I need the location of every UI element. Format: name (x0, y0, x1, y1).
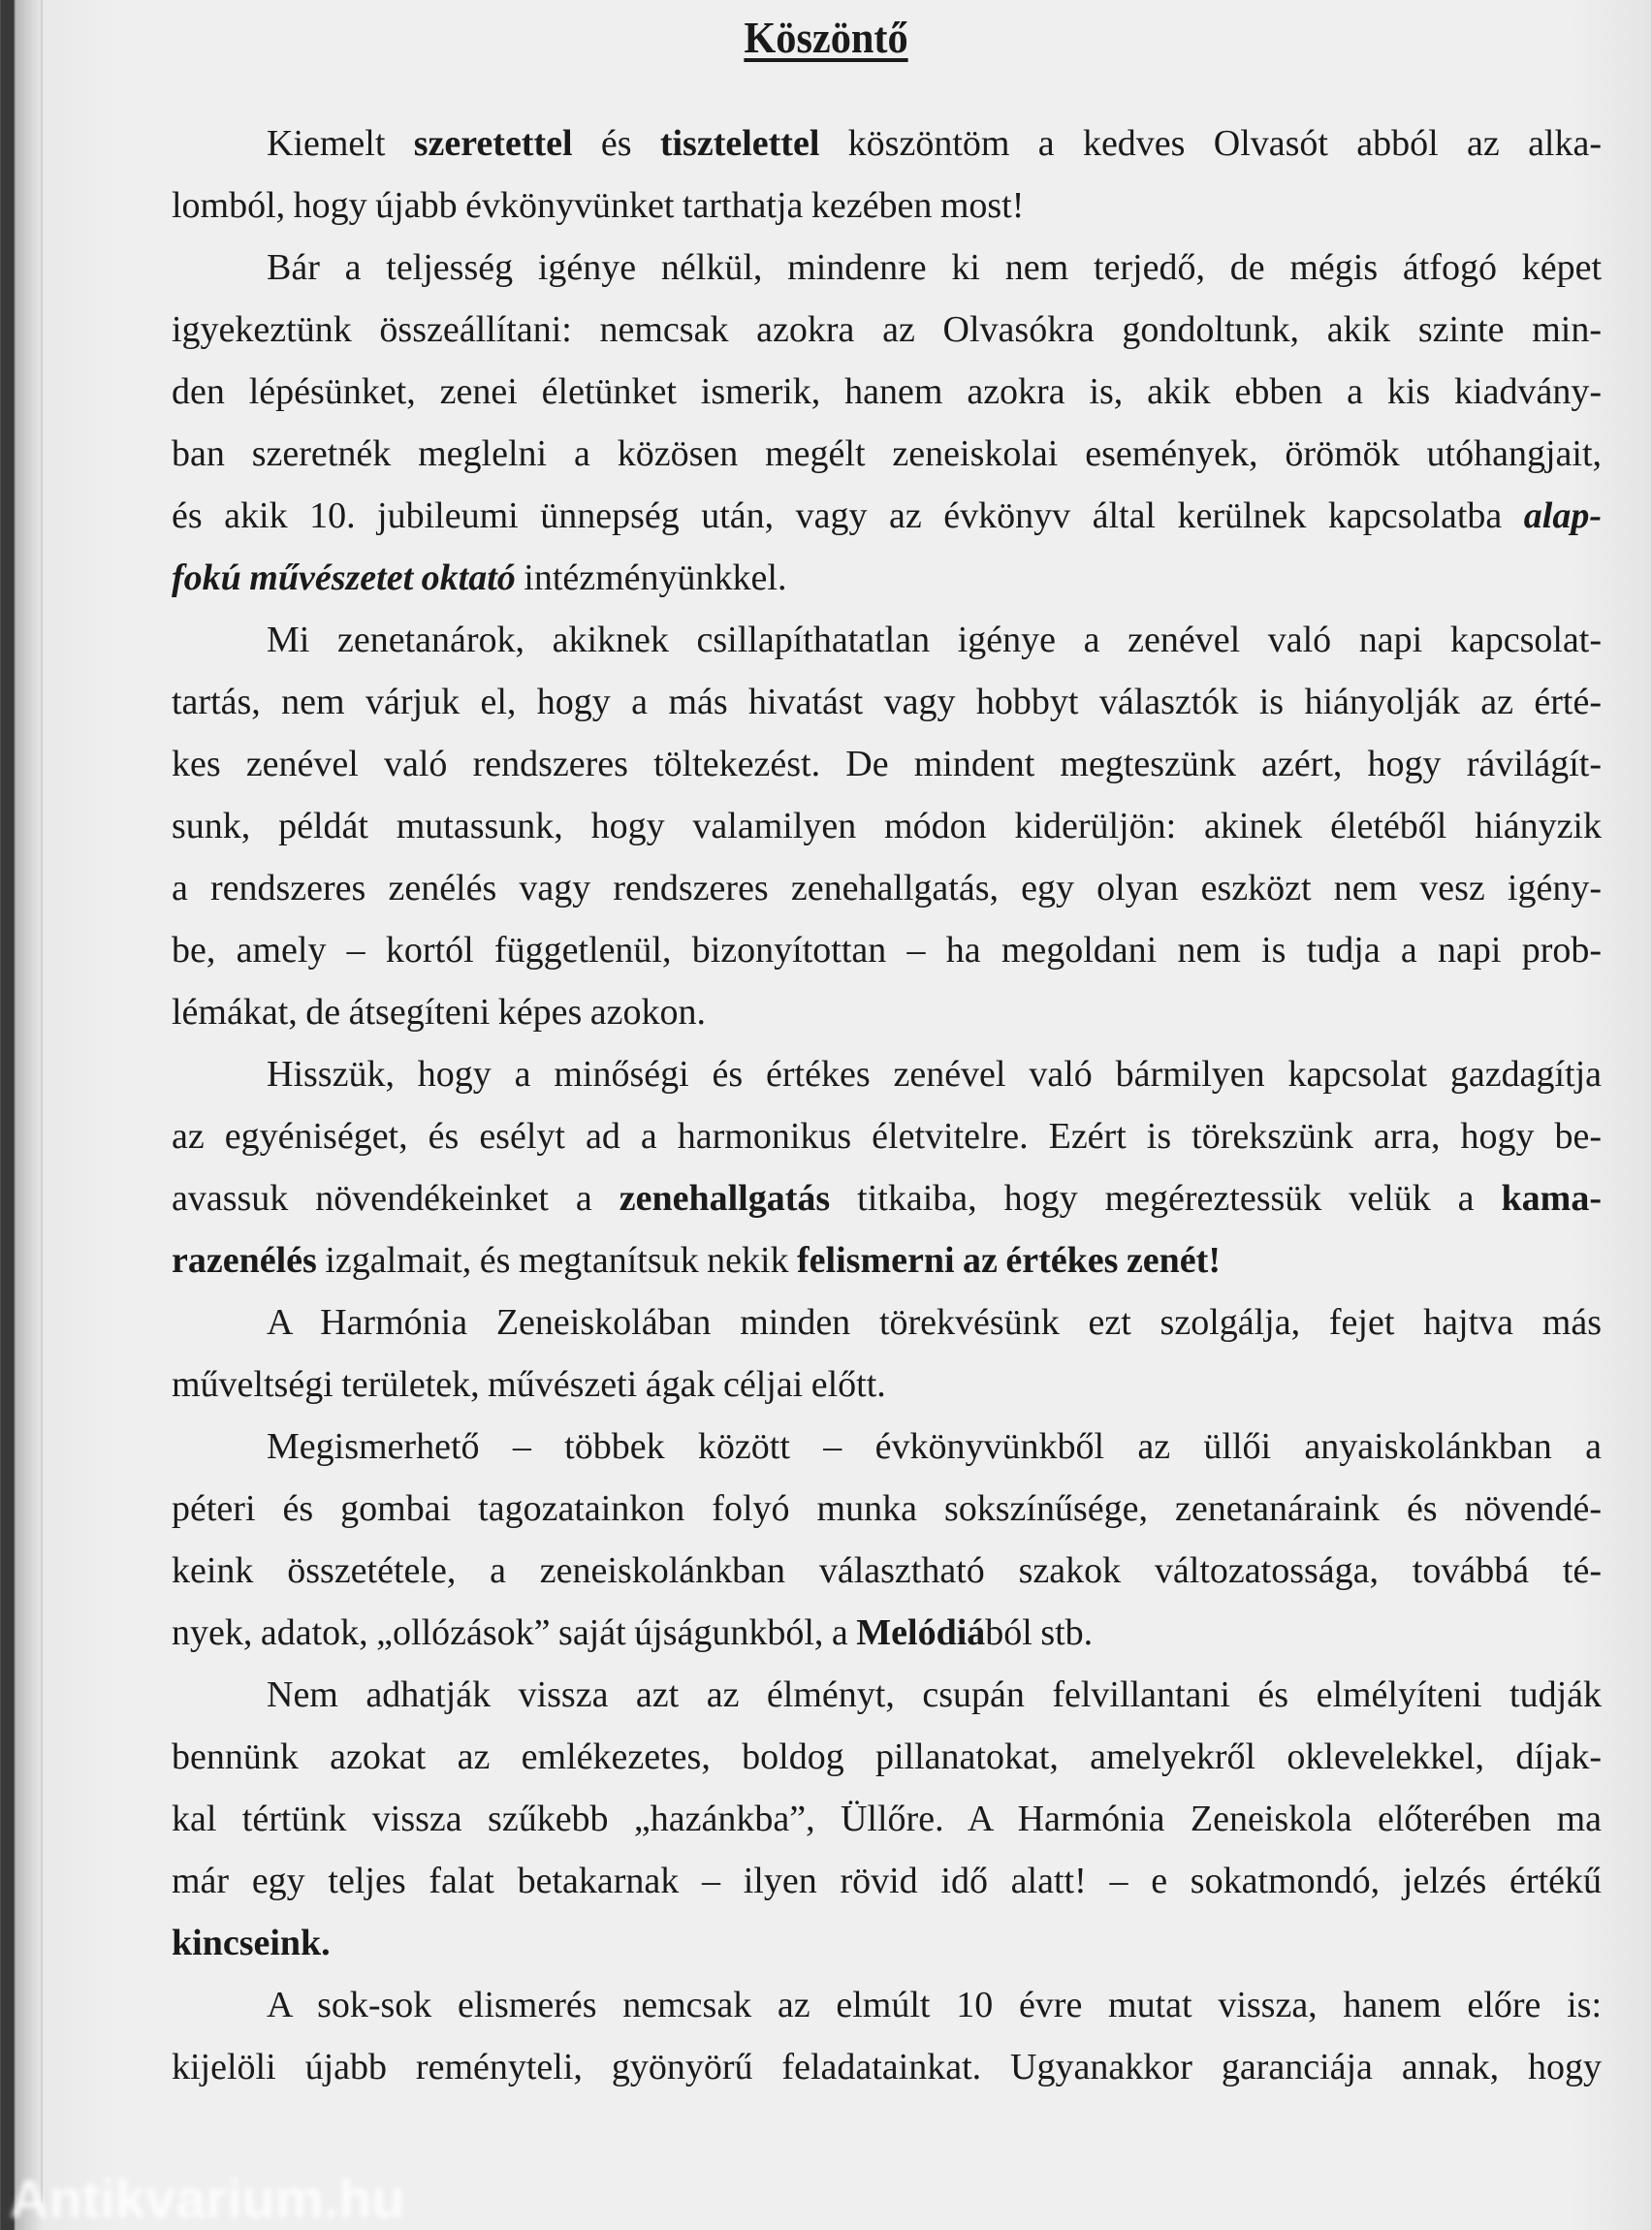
text-segment: den lépésünket, zenei életünket ismerik, hanem azokra is, akik ebben a kis kiadvány- (172, 371, 1602, 412)
text-segment: avassuk növendékeinket a (172, 1178, 620, 1219)
text-line (172, 919, 1602, 981)
text-segment: sunk, példát mutassunk, hogy valamilyen módon kiderüljön: akinek életéből hiányzik (172, 806, 1602, 846)
text-line (172, 795, 1602, 857)
text-line (172, 1726, 1602, 1788)
text-segment: köszöntöm a kedves Olvasót abból az alka- (819, 123, 1602, 164)
paragraph (172, 1416, 1602, 1664)
text-segment: A sok-sok elismerés nemcsak az elmúlt 10 évre mutat vissza, hanem előre is: (267, 1985, 1602, 2025)
text-segment: ban szeretnék meglelni a közösen megélt zeneiskolai események, örömök utóhangjait, (172, 433, 1602, 474)
text-line (172, 1788, 1602, 1850)
text-segment: Mi zenetanárok, akiknek csillapíthatatlan igénye a zenével való napi kapcsolat- (267, 620, 1602, 660)
emphasized-text: tisztelettel (659, 123, 820, 164)
text-line (172, 423, 1602, 485)
text-segment: már egy teljes falat betakarnak – ilyen rövid idő alatt! – e sokatmondó, jelzés értékű (172, 1861, 1602, 1901)
text-segment: műveltségi területek, művészeti ágak céljai előtt. (172, 1364, 886, 1405)
watermark: Antikvarium.hu (10, 2168, 405, 2229)
text-segment: nyek, adatok, „ollózások” saját újságunkból, a (172, 1612, 857, 1653)
emphasized-text: alap- (1523, 495, 1602, 536)
text-segment: intézményünkkel. (515, 558, 787, 598)
text-segment: igyekeztünk összeállítani: nemcsak azokra az Olvasókra gondoltunk, akik szinte min- (172, 309, 1602, 350)
text-segment: Hisszük, hogy a minőségi és értékes zenével való bármilyen kapcsolat gazdagítja (267, 1054, 1602, 1095)
text-segment: Megismerhető – többek között – évkönyvünkből az üllői anyaiskolánkban a (267, 1426, 1602, 1467)
text-segment: Bár a teljesség igénye nélkül, mindenre ki nem terjedő, de mégis átfogó képet (267, 247, 1602, 288)
text-segment: péteri és gombai tagozatainkon folyó munka sokszínűsége, zenetanáraink és növendé- (172, 1488, 1602, 1529)
text-line (172, 299, 1602, 361)
text-segment: kes zenével való rendszeres töltekezést. De mindent megteszünk azért, hogy rávilágít- (172, 744, 1602, 784)
text-line (172, 1912, 1602, 1974)
emphasized-text: kama- (1501, 1178, 1602, 1219)
emphasized-text: szeretettel (413, 123, 573, 164)
emphasized-text: razenélés (172, 1240, 317, 1281)
text-segment: Nem adhatják vissza azt az élményt, csupán felvillantani és elmélyíteni tudják (267, 1674, 1602, 1715)
text-segment: izgalmait, és megtanítsuk nekik (316, 1240, 798, 1281)
paragraph (172, 1974, 1602, 2098)
text-segment: lémákat, de átsegíteni képes azokon. (172, 992, 707, 1033)
text-line (172, 361, 1602, 423)
text-segment: A Harmónia Zeneiskolában minden törekvésünk ezt szolgálja, fejet hajtva más (267, 1302, 1602, 1343)
text-line (172, 1850, 1602, 1912)
text-line (172, 857, 1602, 919)
text-segment: kijelöli újabb reményteli, gyönyörű feladatainkat. Ugyanakkor garanciája annak, hogy (172, 2047, 1602, 2087)
text-line (172, 733, 1602, 795)
paragraph (172, 1664, 1602, 1974)
paragraph (172, 112, 1602, 237)
emphasized-text: zenehallgatás (619, 1178, 831, 1219)
page-fold-edge (41, 0, 43, 2203)
title-text: Köszöntő (744, 13, 908, 62)
text-line (172, 2036, 1602, 2098)
page-title (0, 12, 1652, 63)
text-line (172, 237, 1602, 299)
text-line (172, 1602, 1602, 1664)
text-segment: kal tértünk vissza szűkebb „hazánkba”, Üllőre. A Harmónia Zeneiskola előterében ma (172, 1799, 1602, 1839)
emphasized-text: fokú művészetet oktató (172, 558, 516, 598)
text-segment: lomból, hogy újabb évkönyvünket tarthatja kezében most! (172, 185, 1025, 226)
text-line (172, 1291, 1602, 1354)
text-line (172, 1167, 1602, 1229)
text-segment: ból stb. (985, 1612, 1094, 1653)
paragraph (172, 1291, 1602, 1416)
text-segment: Kiemelt (267, 123, 414, 164)
text-segment: bennünk azokat az emlékezetes, boldog pillanatokat, amelyekről oklevelekkel, díjak- (172, 1736, 1602, 1777)
paragraph (172, 609, 1602, 1043)
paragraph (172, 237, 1602, 609)
text-line (172, 671, 1602, 733)
text-line (172, 485, 1602, 547)
text-line (172, 1229, 1602, 1291)
text-line (172, 112, 1602, 175)
text-segment: az egyéniséget, és esélyt ad a harmonikus életvitelre. Ezért is törekszünk arra, hogy be- (172, 1116, 1602, 1157)
text-segment: keink összetétele, a zeneiskolánkban választható szakok változatossága, továbbá té- (172, 1550, 1602, 1591)
text-segment: és akik 10. jubileumi ünnepség után, vagy az évkönyv által kerülnek kapcsolatba (172, 495, 1524, 536)
text-segment: tartás, nem várjuk el, hogy a más hivatást vagy hobbyt választók is hiányolják az érté- (172, 682, 1602, 722)
text-line (172, 1354, 1602, 1416)
emphasized-text: felismerni az értékes zenét! (797, 1240, 1221, 1281)
text-line (172, 1043, 1602, 1105)
document-body (172, 112, 1602, 2098)
text-segment: titkaiba, hogy megéreztessük velük a (830, 1178, 1502, 1219)
text-segment: és (572, 123, 660, 164)
text-line (172, 609, 1602, 671)
text-line (172, 1664, 1602, 1726)
text-line (172, 1105, 1602, 1167)
text-line (172, 547, 1602, 609)
text-segment: be, amely – kortól függetlenül, bizonyítottan – ha megoldani nem is tudja a napi prob- (172, 930, 1602, 971)
text-line (172, 1974, 1602, 2036)
text-line (172, 175, 1602, 237)
text-segment: a rendszeres zenélés vagy rendszeres zenehallgatás, egy olyan eszközt nem vesz igény- (172, 868, 1602, 908)
text-line (172, 981, 1602, 1043)
paragraph (172, 1043, 1602, 1291)
emphasized-text: kincseink. (172, 1923, 331, 1963)
emphasized-text: Melódiá (856, 1612, 986, 1653)
text-line (172, 1416, 1602, 1478)
text-line (172, 1540, 1602, 1602)
text-line (172, 1478, 1602, 1540)
